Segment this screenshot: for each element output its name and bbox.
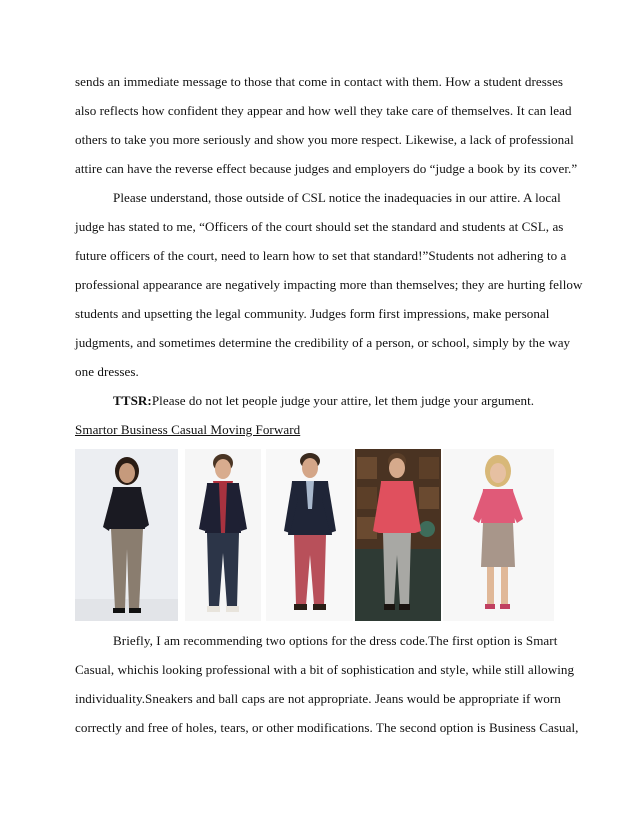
body-text-line: Briefly, I am recommending two options for the dress code.The first option is Smart	[113, 633, 558, 648]
ttsr-line	[113, 393, 534, 409]
body-text-line: sends an immediate message to those that come in contact with them. How a student dresses	[75, 74, 564, 89]
body-text-line: Casual, whichis looking professional with a bit of sophistication and style, while still allowing	[75, 662, 575, 677]
body-text-line: judgments, and sometimes determine the credibility of a person, or school, simply by the way	[75, 335, 571, 350]
section-heading: Smartor Business Casual Moving Forward	[75, 422, 301, 437]
photo-woman-pink-blouse-skirt	[443, 449, 554, 621]
body-text-line: professional appearance are negatively impacting more than themselves; they are hurting fellow	[75, 277, 583, 292]
body-text-line: Please understand, those outside of CSL notice the inadequacies in our attire. A local	[113, 190, 561, 205]
ttsr-text: Please do not let people judge your attire, let them judge your argument.	[151, 393, 535, 408]
body-text-line: attire can have the reverse effect because judges and employers do “judge a book by its cover.”	[75, 161, 578, 176]
body-text-line: judge has stated to me, “Officers of the court should set the standard and students at CSL, as	[75, 219, 564, 234]
body-text-line: individuality.Sneakers and ball caps are not appropriate. Jeans would be appropriate if worn	[75, 691, 561, 706]
photo-man-red-sweater-library	[355, 449, 441, 621]
ttsr-label: TTSR:	[113, 393, 152, 408]
body-text-line: students and upsetting the legal community. Judges form first impressions, make personal	[75, 306, 550, 321]
photo-man-blazer-red-pants	[266, 449, 353, 621]
body-text-line: others to take you more seriously and show you more respect. Likewise, a lack of professional	[75, 132, 574, 147]
body-text-line: one dresses.	[75, 364, 139, 379]
photo-woman-black-blouse	[75, 449, 178, 621]
body-text-line: also reflects how confident they appear and how well they take care of themselves. It can lead	[75, 103, 572, 118]
body-text-line: future officers of the court, need to learn how to set that standard!”Students not adhering to a	[75, 248, 567, 263]
photo-man-cardigan-jeans	[185, 449, 261, 621]
body-text-line: correctly and free of holes, tears, or other modifications. The second option is Business Casual,	[75, 720, 579, 735]
